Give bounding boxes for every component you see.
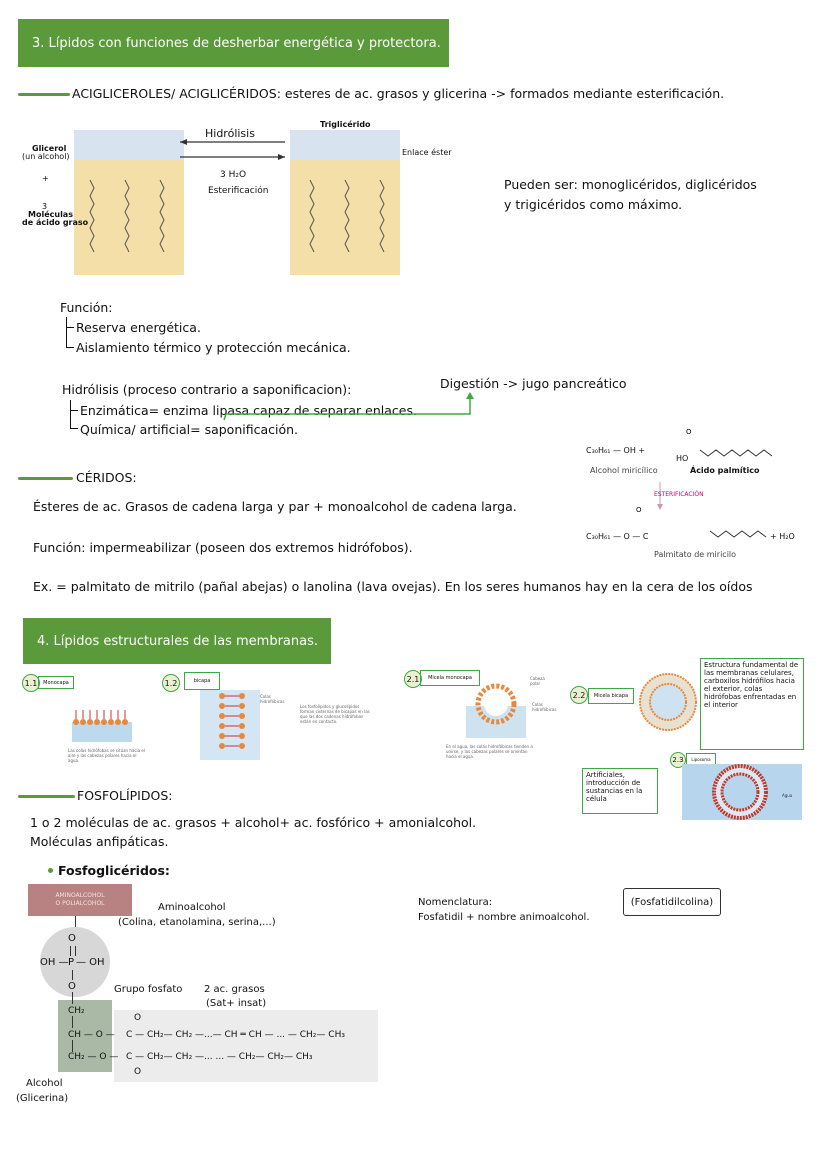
- num-1-2: [162, 674, 180, 692]
- colas-label-2: Colas hidrofóbicas: [532, 702, 557, 712]
- colas-label-1: Colas hidrofóbicas: [260, 694, 285, 704]
- double-bond: [70, 946, 76, 956]
- sat-insat-label: (Sat+ insat): [206, 998, 267, 1009]
- hidrolisis-title: Hidrólisis (proceso contrario a saponificacion):: [62, 382, 352, 397]
- ceridos-bullet-line: [18, 477, 73, 480]
- aminoalcohol-label: Aminoalcohol: [158, 902, 226, 913]
- glicerol-label: Glicerol: [32, 144, 67, 153]
- connector-line-5: [72, 1040, 73, 1052]
- label-micela-bicapa: [588, 688, 634, 704]
- p-atom: P: [68, 957, 75, 968]
- label-bicapa-text: bicapa: [193, 678, 211, 684]
- hidrolisis-branch-2: [70, 428, 78, 429]
- funcion-branch-1: [66, 327, 74, 328]
- ceridos-example: Ex. = palmitato de mitrilo (pañal abejas) o lanolina (lava ovejas). En los seres humanos hay en la cera de los oídos: [33, 579, 753, 594]
- cap-2-1: En el agua, las colas hidrofóbicas tienden a unirse, y las cabezas polares se orientan hacia el agua.: [446, 744, 533, 759]
- funcion-branch-2: [66, 347, 74, 348]
- cerido-alcohol: Alcohol miricílico: [590, 466, 658, 475]
- artificiales-note: [582, 768, 658, 814]
- cerido-agua: + H₂O: [770, 532, 795, 541]
- aminoalcohol-box-line1: AMINOALCOHOL: [55, 892, 105, 899]
- aminoalcohol-box: [28, 884, 132, 916]
- fosfoglicerido-diagram: [14, 884, 394, 1109]
- cap-1-2: Los fosfolípidos y glucolípidos forman cisternas de bicapas en las que las dos cadenas hidrófobas están en contacto.: [300, 704, 370, 724]
- num-1-2-text: 1.2: [164, 678, 178, 688]
- glicerol-sub: (un alcohol): [22, 152, 70, 161]
- trigliceride-figure: [20, 120, 452, 275]
- funcion-title: Función:: [60, 300, 113, 315]
- alcohol-label: Alcohol: [26, 1078, 63, 1089]
- digestion-note: Digestión -> jugo pancreático: [440, 376, 627, 391]
- cerido-esterificacion: ESTERIFICACIÓN: [654, 491, 704, 498]
- fosfatidilcolina-box: [623, 888, 721, 916]
- cabeza-label: Cabeza polar: [530, 676, 545, 686]
- trigliceride-title: Triglicérido: [320, 120, 371, 129]
- ceridos-funcion: Función: impermeabilizar (poseen dos extremos hidrófobos).: [33, 540, 413, 555]
- label-liposoma-text: Liposoma: [691, 756, 711, 762]
- oh-left: OH —: [40, 957, 69, 968]
- fosfolipidos-def2: Moléculas anfipáticas.: [30, 834, 169, 849]
- aminoalcohol-box-line2: O POLIALCOHOL: [55, 900, 105, 907]
- carbonyl-o-b: O: [134, 1067, 142, 1077]
- aminoalcohol-examples: (Colina, etanolamina, serina,...): [118, 917, 276, 928]
- monocapa-svg: [72, 692, 132, 742]
- heading-bullet-line: [18, 93, 70, 96]
- chain-1: C — CH₂— CH₂ —...— CH ═ CH — ... — CH₂— CH₃: [126, 1030, 345, 1040]
- funcion-item-2: Aislamiento térmico y protección mecánica.: [76, 340, 351, 355]
- cerido-reactivo: C₃₀H₆₁ — OH +: [586, 446, 646, 455]
- artificiales-note-text: Artificiales, introducción de sustancias en la célula: [586, 771, 643, 803]
- glicerina-label: (Glicerina): [16, 1093, 69, 1104]
- enlace-label: Enlace éster: [402, 148, 452, 157]
- cap-1-1: Las colas hidrófobas se sitúan hacia el aire y las cabezas polares hacia el agua.: [68, 748, 145, 763]
- o-mid: O: [68, 981, 76, 992]
- svg-text:O: O: [686, 428, 692, 436]
- nomenclatura-rule: Fosfatidil + nombre animoalcohol.: [418, 912, 590, 923]
- fosfolipidos-def: 1 o 2 moléculas de ac. grasos + alcohol+ ac. fosfórico + amonialcohol.: [30, 815, 477, 830]
- label-bicapa: [184, 672, 220, 690]
- svg-text:O: O: [636, 506, 642, 514]
- o-top: O: [68, 933, 76, 944]
- ch2-b-row: CH₂ — O —: [68, 1052, 119, 1062]
- bicapa-svg: [200, 690, 260, 760]
- acilgliceroles-heading: ACIGLICEROLES/ ACIGLICÉRIDOS: esteres de ac. grasos y glicerina -> formados mediante esterificación.: [72, 86, 725, 101]
- hidrolisis-tree-line: [70, 400, 71, 428]
- cerido-acido: Ácido palmítico: [690, 466, 760, 475]
- cerido-reaction-figure: [580, 428, 800, 563]
- label-micela-bicapa-text: Micela bicapa: [593, 693, 629, 699]
- liposoma-agua: Agua: [782, 793, 793, 798]
- plus-sign: +: [42, 174, 49, 183]
- h2o-label: 3 H₂O: [220, 170, 247, 180]
- ac-grasos-label: 2 ac. grasos: [204, 984, 265, 995]
- fosfolipidos-bullet-line: [18, 795, 75, 798]
- fig-micela-monocapa: [402, 666, 562, 772]
- cerido-palmitato: Palmitato de miricilo: [654, 550, 737, 559]
- label-micela-monocapa-text: Micela monocapa: [428, 675, 472, 681]
- estructura-note-text: Estructura fundamental de las membranas celulares, carboxilos hidrófilos hacia el exterior, colas hidrófobas enfrentadas en el interior: [704, 661, 799, 709]
- bullet-dot: [48, 868, 53, 873]
- fig-bicapa: [160, 670, 400, 770]
- funcion-item-1: Reserva energética.: [76, 320, 201, 335]
- num-1-1-text: 1.1: [24, 678, 38, 688]
- grupo-fosfato-label: Grupo fosfato: [114, 984, 183, 995]
- label-monocapa-text: Monocapa: [43, 679, 69, 686]
- num-2-3-text: 2.3: [672, 756, 684, 764]
- fosfogliceridos-heading: Fosfoglicéridos:: [58, 863, 170, 878]
- ceridos-definition: Ésteres de ac. Grasos de cadena larga y par + monoalcohol de cadena larga.: [33, 499, 517, 514]
- esterificacion-label: Esterificación: [208, 186, 269, 196]
- section-4-title: 4. Lípidos estructurales de las membranas.: [37, 633, 318, 649]
- ch2-a: CH₂: [68, 1006, 85, 1016]
- cerido-producto: C₃₀H₆₁ — O — C: [586, 532, 649, 541]
- ch-row: CH — O —: [68, 1030, 115, 1040]
- funcion-tree-line: [66, 317, 67, 347]
- connector-line-4: [72, 1016, 73, 1028]
- hidrolisis-item-1: Enzimática= enzima lipasa capaz de separar enlaces.: [80, 403, 417, 418]
- num-2-2: [570, 686, 588, 704]
- oh-right: — OH: [76, 957, 105, 968]
- carbonyl-o-a: O: [134, 1013, 142, 1023]
- section-3-banner: [18, 19, 449, 67]
- num-2-2-text: 2.2: [572, 690, 586, 700]
- ceridos-heading: CÉRIDOS:: [76, 470, 137, 485]
- fosfatidilcolina-text: (Fosfatidilcolina): [630, 896, 714, 908]
- connector-line-2: [72, 970, 73, 980]
- connector-line-1: [75, 916, 76, 927]
- cerido-ho: HO: [676, 454, 689, 463]
- fosfolipidos-heading: FOSFOLÍPIDOS:: [77, 788, 173, 803]
- lipasa-arrow: [220, 390, 480, 426]
- fig-monocapa: [22, 670, 162, 770]
- acid-chain-band: [114, 1010, 378, 1082]
- acido-graso-label: de ácido graso: [22, 218, 89, 227]
- section-3-title: 3. Lípidos con funciones de desherbar energética y protectora.: [32, 35, 441, 51]
- pueden-ser-line2: y trigicéridos como máximo.: [504, 197, 683, 212]
- hidrolisis-item-2: Química/ artificial= saponificación.: [80, 422, 299, 437]
- estructura-note: [700, 658, 804, 750]
- moleculas-num: 3: [42, 202, 48, 211]
- hidrolisis-branch-1: [70, 410, 78, 411]
- micela-monocapa-svg: [466, 682, 526, 738]
- nomenclatura-title: Nomenclatura:: [418, 897, 493, 908]
- micela-bicapa-svg: [636, 670, 700, 734]
- moleculas-label: Moléculas: [28, 210, 73, 219]
- chain-2: C — CH₂— CH₂ —... ... — CH₂— CH₂— CH₃: [126, 1052, 313, 1062]
- connector-line-3: [72, 992, 73, 1004]
- label-monocapa: [38, 676, 74, 689]
- pueden-ser-line1: Pueden ser: monoglicéridos, diglicéridos: [504, 177, 757, 192]
- hidrolisis-label: Hidrólisis: [205, 127, 255, 140]
- num-2-1-text: 2.1: [406, 674, 420, 684]
- section-4-banner: [23, 618, 331, 664]
